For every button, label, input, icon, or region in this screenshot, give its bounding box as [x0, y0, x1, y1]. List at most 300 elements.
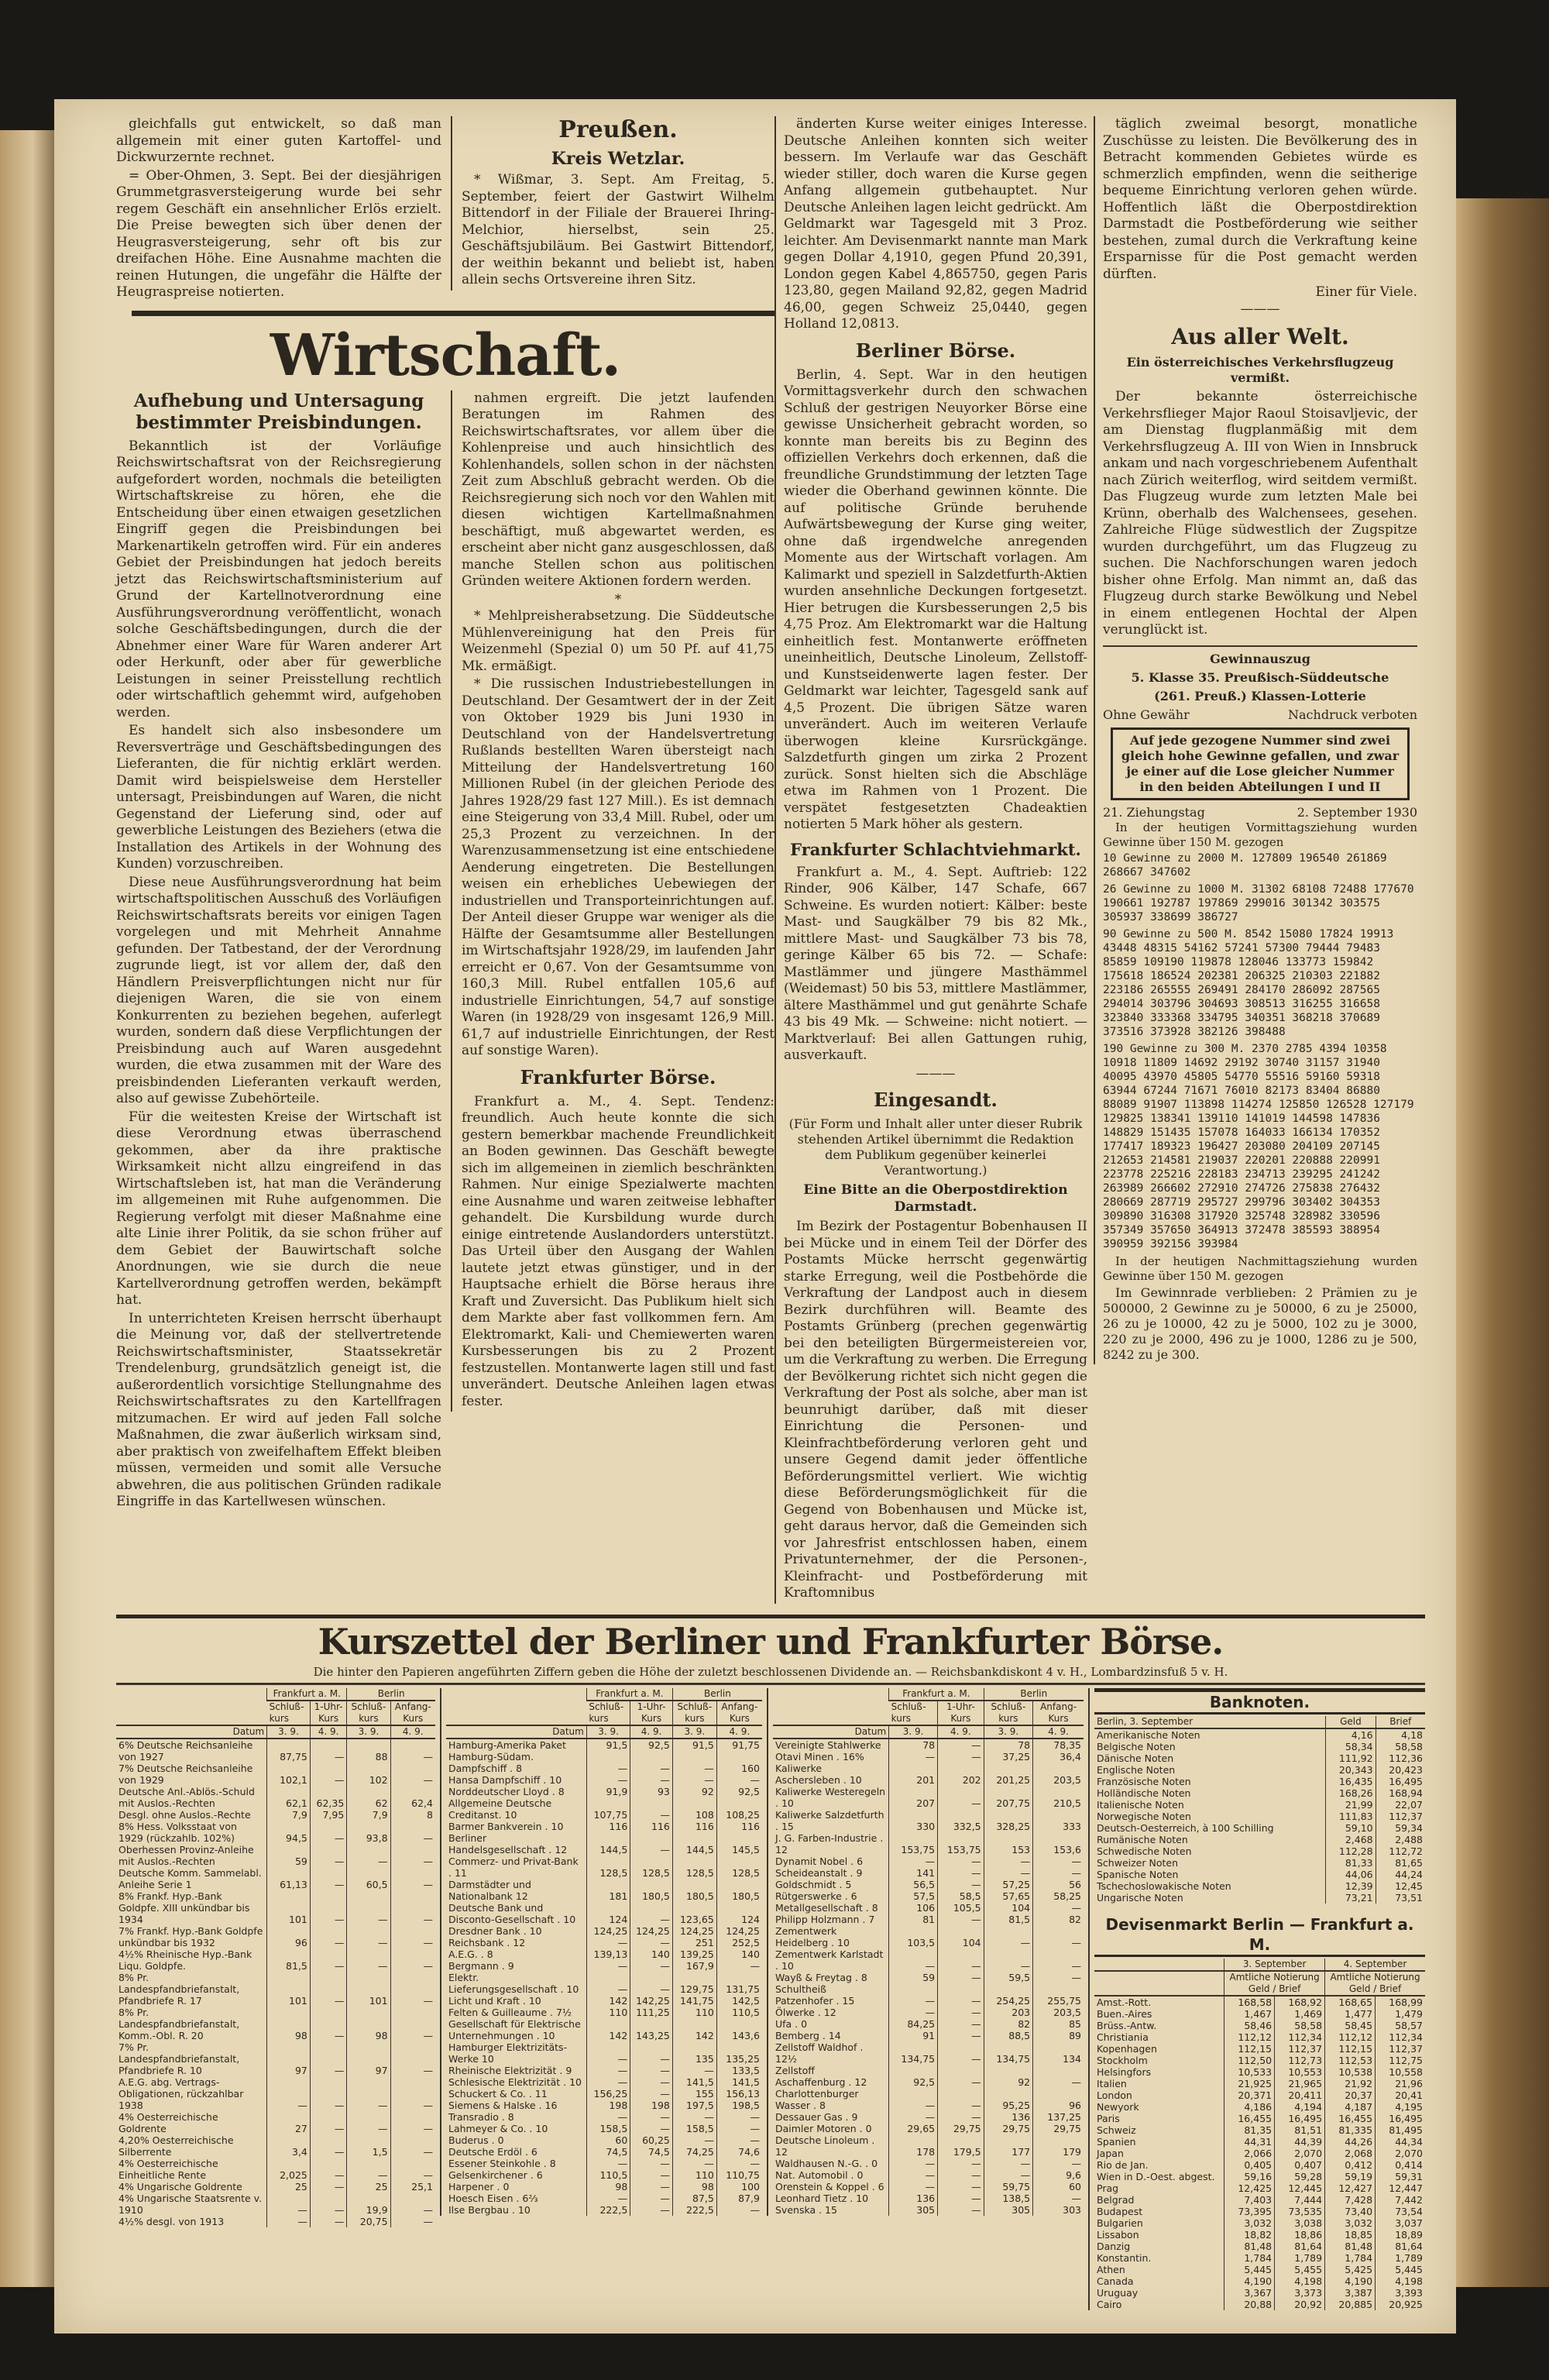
- security-name: J. G. Farben-Industrie . 12: [775, 1831, 884, 1856]
- security-name: Barmer Bankverein . 10: [448, 1820, 564, 1832]
- table-row: [446, 2134, 762, 2146]
- table-row: [446, 2146, 762, 2158]
- quote-value: 57,65: [984, 1890, 1032, 1902]
- security-name: Spanische Noten: [1097, 1868, 1179, 1880]
- security-name: Charlottenburger Wasser . 8: [775, 2087, 859, 2111]
- quote-value: 16,435: [1326, 1776, 1376, 1787]
- quote-value: 2,068: [1325, 2148, 1376, 2159]
- quote-value: 59,10: [1326, 1822, 1376, 1834]
- quote-value: 168,58: [1224, 1996, 1275, 2008]
- security-name: 4% Ungarische Goldrente: [118, 2180, 242, 2193]
- datum-head: Datum: [116, 1725, 267, 1739]
- newspaper-page: [54, 99, 1456, 2334]
- security-name: Kaliwerke Salzdetfurth . 15: [775, 1808, 884, 1832]
- quote-value: —: [390, 2076, 435, 2111]
- quote-value: 98: [672, 2181, 716, 2193]
- date-1: 3. 9.: [984, 1725, 1032, 1739]
- quote-value: 102,1: [267, 1763, 311, 1786]
- quote-value: 305: [984, 2204, 1032, 2216]
- quote-value: 44,26: [1325, 2136, 1376, 2148]
- flugzeug-heading: Ein österreichisches Verkehrsflugzeug vermißt.: [1126, 355, 1394, 385]
- date-1: 3. 9.: [347, 1725, 390, 1739]
- article-title-preisbindungen: Aufhebung und Untersagung bestimmter Preisbindungen.: [133, 390, 424, 433]
- quote-value: 207,75: [984, 1786, 1032, 1809]
- quote-value: 59,28: [1275, 2171, 1325, 2182]
- quote-value: 110,75: [716, 2169, 762, 2181]
- table-row: [1094, 1799, 1425, 1811]
- paragraph: In unterrichteten Kreisen herrscht überhaupt die Meinung vor, daß der stellvertretende Reichswirtschaftsminister, Staatssekretär Trendelenburg, grundsätzlich geneigt ist, die außerordentlich vorsichtige Stellungnahme des Reichswirtschaftsrates zu den Kartellfragen mitzumachen. Er wird auf jeden Fall solche Maßnahmen, die zwar äußerlich wirksam sind, aber praktisch von zweifelhaftem Effekt bleiben müssen, vermeiden und somit alle Versuche abwehren, die aus politischen Gründen radikale Eingriffe in das Kartellwesen wünschen.: [116, 1310, 441, 1509]
- table-row: [1094, 2113, 1425, 2124]
- paragraph: gleichfalls gut entwickelt, so daß man allgemein mit einer guten Kartoffel- und Dickwurzernte rechnet.: [116, 116, 441, 165]
- table-row: [1094, 2124, 1425, 2136]
- quote-value: 1,789: [1275, 2252, 1325, 2264]
- quote-value: 16,495: [1376, 2113, 1425, 2124]
- quote-value: 57,5: [889, 1890, 938, 1902]
- quote-value: 1,784: [1325, 2252, 1376, 2264]
- table-row: [773, 1890, 1084, 1902]
- quote-value: 7,95: [310, 1809, 346, 1821]
- quote-value: 106: [889, 1902, 938, 1914]
- date-2: 4. 9.: [716, 1725, 762, 1739]
- table-row: [1094, 2148, 1425, 2159]
- quote-value: 0,405: [1224, 2159, 1275, 2171]
- quote-value: 305: [889, 2204, 938, 2216]
- quote-value: —: [267, 2216, 311, 2227]
- security-name: Waldhausen N.-G. . 0: [775, 2157, 878, 2169]
- quote-value: —: [889, 2181, 938, 2193]
- quote-value: 155: [672, 2088, 716, 2100]
- table-row: [446, 2169, 762, 2181]
- kurszettel-subtitle: Die hinter den Papieren angeführten Ziffern geben die Höhe der zuletzt beschlossenen Dividende an. — Reichsbankdiskont 4 v. H., Lombardzinsfuß 5 v. H.: [313, 1664, 1228, 1679]
- table-row: [116, 2007, 435, 2041]
- quote-value: 97: [347, 2041, 390, 2076]
- quote-value: —: [984, 1867, 1032, 1879]
- table-row: [773, 1809, 1084, 1832]
- quote-value: —: [672, 1774, 716, 1786]
- security-name: Harpener . 0: [448, 2180, 510, 2193]
- quote-value: 210,5: [1033, 1786, 1084, 1809]
- quote-value: —: [586, 1751, 630, 1774]
- quote-value: 59,31: [1376, 2171, 1425, 2182]
- quote-value: 112,15: [1325, 2043, 1376, 2055]
- security-name: 8% Frankf. Hyp.-Bank Goldpfe. XIII unkündbar bis 1934: [118, 1890, 250, 1925]
- quote-value: 74,6: [716, 2146, 762, 2158]
- quote-value: 180,5: [672, 1879, 716, 1902]
- security-name: Hoesch Eisen . 6⅔: [448, 2192, 538, 2204]
- quote-value: 81,5: [267, 1948, 311, 1972]
- quote-value: —: [984, 2158, 1032, 2169]
- quote-value: 136: [889, 2193, 938, 2204]
- quote-value: 4,186: [1224, 2101, 1275, 2113]
- table-row: [116, 2158, 435, 2181]
- quote-value: 2,488: [1376, 1834, 1425, 1845]
- quote-value: —: [390, 2158, 435, 2181]
- quote-value: 16,455: [1224, 2113, 1275, 2124]
- quote-value: —: [672, 2111, 716, 2123]
- wissmar-article: [462, 172, 774, 289]
- security-name: Kopenhagen: [1097, 2042, 1157, 2055]
- quote-value: —: [390, 2041, 435, 2076]
- quote-value: 20,925: [1376, 2299, 1425, 2310]
- quote-value: 116: [672, 1821, 716, 1832]
- security-name: 8% Pr. Landespfandbriefanstalt, Pfandbriefe R. 17: [118, 1971, 240, 2007]
- quote-value: 124,25: [716, 1925, 762, 1937]
- quote-value: 2,070: [1275, 2148, 1325, 2159]
- quote-value: 112,53: [1325, 2055, 1376, 2066]
- security-name: Transradio . 8: [448, 2110, 514, 2123]
- quote-value: —: [630, 2169, 673, 2181]
- quote-value: 100: [716, 2181, 762, 2193]
- ohne-gewaehr: Ohne Gewähr: [1103, 707, 1190, 722]
- security-name: Schultheiß Patzenhofer . 15: [775, 1983, 855, 2007]
- quote-value: —: [716, 2204, 762, 2216]
- table-row: [773, 1983, 1084, 2007]
- security-name: Berliner Handelsgesellschaft . 12: [448, 1831, 568, 1856]
- table-row: [446, 1832, 762, 1856]
- security-name: Oberhessen Provinz-Anleihe mit Auslos.-Rechten: [118, 1843, 254, 1867]
- quote-value: —: [390, 1972, 435, 2007]
- quote-value: —: [310, 2181, 346, 2193]
- security-name: Konstantin.: [1097, 2251, 1152, 2264]
- security-name: Cairo: [1097, 2298, 1122, 2310]
- amtliche-notierung-1: Amtliche Notierung: [1229, 1971, 1320, 1983]
- quote-value: —: [347, 1925, 390, 1948]
- quote-value: 4,16: [1326, 1728, 1376, 1741]
- table-row: [1094, 2043, 1425, 2055]
- date-1: 3. 9.: [586, 1725, 630, 1739]
- quote-value: 112,72: [1376, 1845, 1425, 1857]
- quote-value: 61,13: [267, 1867, 311, 1890]
- quote-value: —: [310, 1890, 346, 1925]
- quote-value: 21,96: [1376, 2078, 1425, 2089]
- quote-value: 145,5: [716, 1832, 762, 1856]
- quote-value: 134,75: [889, 2041, 938, 2065]
- quote-value: —: [630, 1960, 673, 1972]
- quote-value: —: [938, 2169, 984, 2181]
- quote-value: 73,21: [1326, 1892, 1376, 1904]
- security-name: Wayß & Freytag . 8: [775, 1971, 867, 1983]
- security-name: 4,20% Oesterreichische Silberrente: [118, 2134, 234, 2158]
- security-name: Ufa . 0: [775, 2017, 808, 2030]
- quote-value: —: [889, 2169, 938, 2181]
- quote-value: —: [938, 1983, 984, 2007]
- security-name: 4% Oesterreichische Goldrente: [118, 2110, 218, 2134]
- quote-value: 112,50: [1224, 2055, 1275, 2066]
- quote-value: 27: [267, 2111, 311, 2134]
- quote-value: —: [586, 2111, 630, 2123]
- table-row: [1094, 1869, 1425, 1880]
- quote-value: 178: [889, 2134, 938, 2158]
- security-name: Deutsche Anl.-Ablös.-Schuld mit Auslos.-Rechten: [118, 1785, 255, 1809]
- quote-value: —: [1033, 1902, 1084, 1914]
- paragraph: = Ober-Ohmen, 3. Sept. Bei der diesjährigen Grummetgrasversteigerung wurde bei sehr regem Geschäft ein ansehnlicher Erlös erzielt. Die Preise bewegten sich über denen der Heugrasversteigerung, sehr oft bis zur dreifachen Höhe. Eine Ausnahme machten die reinen Hutungen, die ungefähr die Hälfte der Heugraspreise notierten.: [116, 167, 441, 300]
- preussen-title: Preußen.: [558, 116, 678, 143]
- quote-value: 81,335: [1325, 2124, 1376, 2136]
- quote-value: —: [672, 2158, 716, 2169]
- quote-value: 7,444: [1275, 2194, 1325, 2206]
- table-row: [446, 1821, 762, 1832]
- table-row: [1094, 1811, 1425, 1822]
- quote-value: 58,25: [1033, 1890, 1084, 1902]
- devisen-day-1: 3. September: [1224, 1959, 1325, 1971]
- quote-value: 44,24: [1376, 1869, 1425, 1880]
- quote-value: —: [889, 2007, 938, 2018]
- quote-value: 81,64: [1376, 2241, 1425, 2252]
- quote-value: 197,5: [672, 2100, 716, 2111]
- table-row: [446, 2018, 762, 2041]
- quote-value: —: [938, 1739, 984, 1751]
- table-row: [1094, 2241, 1425, 2252]
- quote-value: 16,495: [1376, 1776, 1425, 1787]
- quote-value: —: [310, 2216, 346, 2227]
- quote-value: 7,442: [1376, 2194, 1425, 2206]
- quote-value: —: [984, 2169, 1032, 2181]
- quote-value: —: [1033, 2065, 1084, 2088]
- table-row: [1094, 1752, 1425, 1764]
- paragraph: nahmen ergreift. Die jetzt laufenden Beratungen im Rahmen des Reichswirtschaftsrates, vor allem über die Kohlenpreise und auch hinsichtlich des Kohlenhandels, sollen schon in der nächsten Zeit zum Abschluß gebracht werden. Ob die Reichsregierung sich noch vor den Wahlen mit diesen wichtigen Kartellmaßnahmen beschäftigt, muß abgewartet werden, es erscheint aber nicht ganz ausgeschlossen, daß manche Stellen schon aus politischen Gründen weitere Aktionen fordern werden.: [462, 390, 774, 589]
- quote-value: —: [938, 2030, 984, 2041]
- quote-value: —: [938, 2041, 984, 2065]
- security-name: Svenska . 15: [775, 2203, 837, 2216]
- quote-value: 58,57: [1376, 2020, 1425, 2031]
- column-3: [774, 116, 1094, 1604]
- quote-value: 20,423: [1376, 1764, 1425, 1776]
- quote-value: —: [586, 1937, 630, 1948]
- quote-value: 59,34: [1376, 1822, 1425, 1834]
- security-name: Desgl. ohne Auslos.-Rechte: [118, 1808, 251, 1821]
- quote-value: —: [938, 1972, 984, 1983]
- table-row: [1094, 1822, 1425, 1834]
- quote-value: 62,35: [310, 1786, 346, 1809]
- einuhr-head: 1-Uhr-Kurs: [938, 1701, 984, 1725]
- amtliche-notierung-2: Amtliche Notierung: [1330, 1971, 1420, 1983]
- security-name: 8% Pr. Landespfandbriefanstalt, Komm.-Obl. R. 20: [118, 2006, 240, 2041]
- quote-value: 111,92: [1326, 1752, 1376, 1764]
- quote-value: 74,5: [630, 2146, 673, 2158]
- table-row: [446, 2158, 762, 2169]
- quote-value: 198,5: [716, 2100, 762, 2111]
- quote-value: 12,39: [1326, 1880, 1376, 1892]
- table-row: [116, 2181, 435, 2193]
- quote-value: 73,54: [1376, 2206, 1425, 2217]
- quote-value: 22,07: [1376, 1799, 1425, 1811]
- quote-value: 20,75: [347, 2216, 390, 2227]
- quote-value: 168,92: [1275, 1996, 1325, 2008]
- quote-value: 180,5: [716, 1879, 762, 1902]
- quote-value: 143,25: [630, 2018, 673, 2041]
- quote-value: —: [390, 1739, 435, 1763]
- lotto-number-list: [1103, 851, 1417, 1251]
- quote-value: 156,13: [716, 2088, 762, 2100]
- table-row: [446, 1972, 762, 1995]
- einuhr-head: 1-Uhr-Kurs: [630, 1701, 673, 1725]
- quote-value: 138,5: [984, 2193, 1032, 2204]
- quote-value: —: [1033, 1867, 1084, 1879]
- quote-value: 29,75: [938, 2123, 984, 2134]
- security-name: Brüss.-Antw.: [1097, 2019, 1157, 2031]
- table-row: [446, 1937, 762, 1948]
- kreis-wetzlar-heading: Kreis Wetzlar.: [551, 149, 685, 169]
- brief-label: Brief: [1279, 1983, 1301, 1994]
- quote-value: 139,13: [586, 1948, 630, 1960]
- berlin-head: Berlin: [984, 1688, 1084, 1701]
- table-row: [116, 2193, 435, 2216]
- quote-value: —: [267, 2193, 311, 2216]
- kurszettel-tables: [116, 1688, 1425, 2310]
- quote-value: —: [586, 2065, 630, 2076]
- quote-value: —: [347, 1890, 390, 1925]
- quote-value: 21,92: [1325, 2078, 1376, 2089]
- devisen-title: Devisenmarkt Berlin — Frankfurt a. M.: [1094, 1914, 1425, 1957]
- table-row: [773, 1751, 1084, 1763]
- quote-value: 98: [347, 2007, 390, 2041]
- quote-value: 181: [586, 1879, 630, 1902]
- quote-value: 112,34: [1376, 2031, 1425, 2043]
- quote-value: 111,25: [630, 2007, 673, 2018]
- quote-value: 4,195: [1376, 2101, 1425, 2113]
- security-name: Ölwerke . 12: [775, 2006, 836, 2018]
- quote-value: 87,9: [716, 2193, 762, 2204]
- security-name: Gesellschaft für Elektrische Unternehmungen . 10: [448, 2017, 581, 2041]
- quote-value: 8: [390, 1809, 435, 1821]
- table-row: [1094, 2066, 1425, 2078]
- quote-value: 7,403: [1224, 2194, 1275, 2206]
- lotto-subtitle-2: (261. Preuß.) Klassen-Lotterie: [1154, 688, 1366, 703]
- security-name: Belgische Noten: [1097, 1740, 1176, 1752]
- quote-value: 2,070: [1376, 2148, 1425, 2159]
- table-row: [773, 1925, 1084, 1948]
- banknoten-head-brief: Brief: [1376, 1716, 1425, 1728]
- quote-value: 124: [586, 1902, 630, 1925]
- frankfurt-head: Frankfurt a. M.: [889, 1688, 984, 1701]
- table-row: [446, 1902, 762, 1925]
- quote-value: 60: [1033, 2181, 1084, 2193]
- quote-value: 123,65: [672, 1902, 716, 1925]
- quote-value: —: [347, 1844, 390, 1867]
- table-row: [1094, 2229, 1425, 2241]
- quote-value: 104: [984, 1902, 1032, 1914]
- table-row: [1094, 2182, 1425, 2194]
- quote-value: —: [390, 1844, 435, 1867]
- quote-value: 3,037: [1376, 2217, 1425, 2229]
- quote-value: 73,51: [1376, 1892, 1425, 1904]
- quote-value: —: [630, 1774, 673, 1786]
- quote-value: —: [716, 1774, 762, 1786]
- quote-value: 81,48: [1224, 2241, 1275, 2252]
- table-row: [446, 2204, 762, 2216]
- security-name: Helsingfors: [1097, 2065, 1152, 2078]
- security-name: Wien in D.-Oest. abgest.: [1097, 2170, 1215, 2182]
- quote-value: 303: [1033, 2204, 1084, 2216]
- quote-value: 112,15: [1224, 2043, 1275, 2055]
- security-name: Rio de Jan.: [1097, 2158, 1149, 2171]
- security-name: Kaliwerke Aschersleben . 10: [775, 1762, 862, 1786]
- quote-value: —: [390, 2111, 435, 2134]
- berliner-boerse-heading: Berliner Börse.: [855, 339, 1016, 362]
- table-row: [1094, 2136, 1425, 2148]
- datum-head: Datum: [773, 1725, 889, 1739]
- quote-value: 5,455: [1275, 2264, 1325, 2275]
- table-row: [446, 2076, 762, 2088]
- kurszettel-title: Kurszettel der Berliner und Frankfurter Börse.: [318, 1620, 1224, 1663]
- security-name: Darmstädter und Nationalbank 12: [448, 1878, 531, 1902]
- quote-value: 10,533: [1224, 2066, 1275, 2078]
- ziehungstag: 21. Ziehungstag: [1103, 804, 1205, 820]
- quote-value: —: [716, 2158, 762, 2169]
- quote-value: 91,9: [586, 1786, 630, 1797]
- table-row: [773, 2134, 1084, 2158]
- table-row: [1094, 2264, 1425, 2275]
- quote-value: —: [347, 1948, 390, 1972]
- quote-value: 179: [1033, 2134, 1084, 2158]
- security-name: Schweizer Noten: [1097, 1856, 1178, 1869]
- quote-value: 60: [586, 2134, 630, 2146]
- quote-value: 203,5: [1033, 2007, 1084, 2018]
- security-name: Goldschmidt . 5: [775, 1878, 852, 1890]
- quote-value: 18,82: [1224, 2229, 1275, 2241]
- anfang-head: Anfang-Kurs: [1033, 1701, 1084, 1725]
- table-row: [773, 2123, 1084, 2134]
- quote-value: —: [630, 2041, 673, 2065]
- quote-value: —: [310, 2041, 346, 2076]
- quote-value: 112,36: [1376, 1752, 1425, 1764]
- security-name: Deutsche Erdöl . 6: [448, 2145, 538, 2158]
- table-row: [773, 1832, 1084, 1856]
- security-name: Prag: [1097, 2182, 1119, 2194]
- quote-value: —: [1033, 1948, 1084, 1972]
- security-name: Athen: [1097, 2263, 1125, 2275]
- quote-value: 25: [347, 2181, 390, 2193]
- table-row: [1094, 1764, 1425, 1776]
- table-row: [116, 1972, 435, 2007]
- quote-value: —: [716, 2134, 762, 2146]
- quote-value: —: [310, 1739, 346, 1763]
- security-name: Dessauer Gas . 9: [775, 2110, 858, 2123]
- quote-value: 140: [716, 1948, 762, 1960]
- quote-value: 124,25: [630, 1925, 673, 1937]
- security-name: Englische Noten: [1097, 1763, 1176, 1776]
- security-name: Deutsche Bank und Disconto-Gesellschaft . 10: [448, 1901, 576, 1925]
- quote-value: —: [889, 2111, 938, 2123]
- table-row: [116, 1763, 435, 1786]
- quote-value: 25: [267, 2181, 311, 2193]
- security-name: Japan: [1097, 2147, 1124, 2159]
- table-row: [1094, 2055, 1425, 2066]
- frankfurt-head: Frankfurt a. M.: [267, 1688, 347, 1701]
- quote-value: 0,414: [1376, 2159, 1425, 2171]
- table-row: [773, 1879, 1084, 1890]
- quote-value: 57,25: [984, 1879, 1032, 1890]
- quote-value: —: [390, 2216, 435, 2227]
- quote-value: 2,025: [267, 2158, 311, 2181]
- security-name: Hansa Dampfschiff . 10: [448, 1773, 562, 1786]
- quote-value: 144,5: [586, 1832, 630, 1856]
- quote-value: 3,032: [1325, 2217, 1376, 2229]
- quote-value: 96: [267, 1925, 311, 1948]
- banknoten-section: [1088, 1688, 1425, 2310]
- lotto-title: Gewinnauszug: [1210, 651, 1310, 666]
- quote-value: 18,89: [1376, 2229, 1425, 2241]
- security-name: Italienische Noten: [1097, 1798, 1184, 1811]
- wirtschaft-title: Wirtschaft.: [270, 322, 621, 389]
- security-name: Bulgarien: [1097, 2217, 1143, 2229]
- table-row: [116, 1786, 435, 1809]
- security-name: Kaliwerke Westeregeln . 10: [775, 1785, 886, 1809]
- quote-value: 81,35: [1224, 2124, 1275, 2136]
- preisbindungen-body: [116, 439, 441, 1511]
- frankfurt-head: Frankfurt a. M.: [586, 1688, 672, 1701]
- quote-value: 252,5: [716, 1937, 762, 1948]
